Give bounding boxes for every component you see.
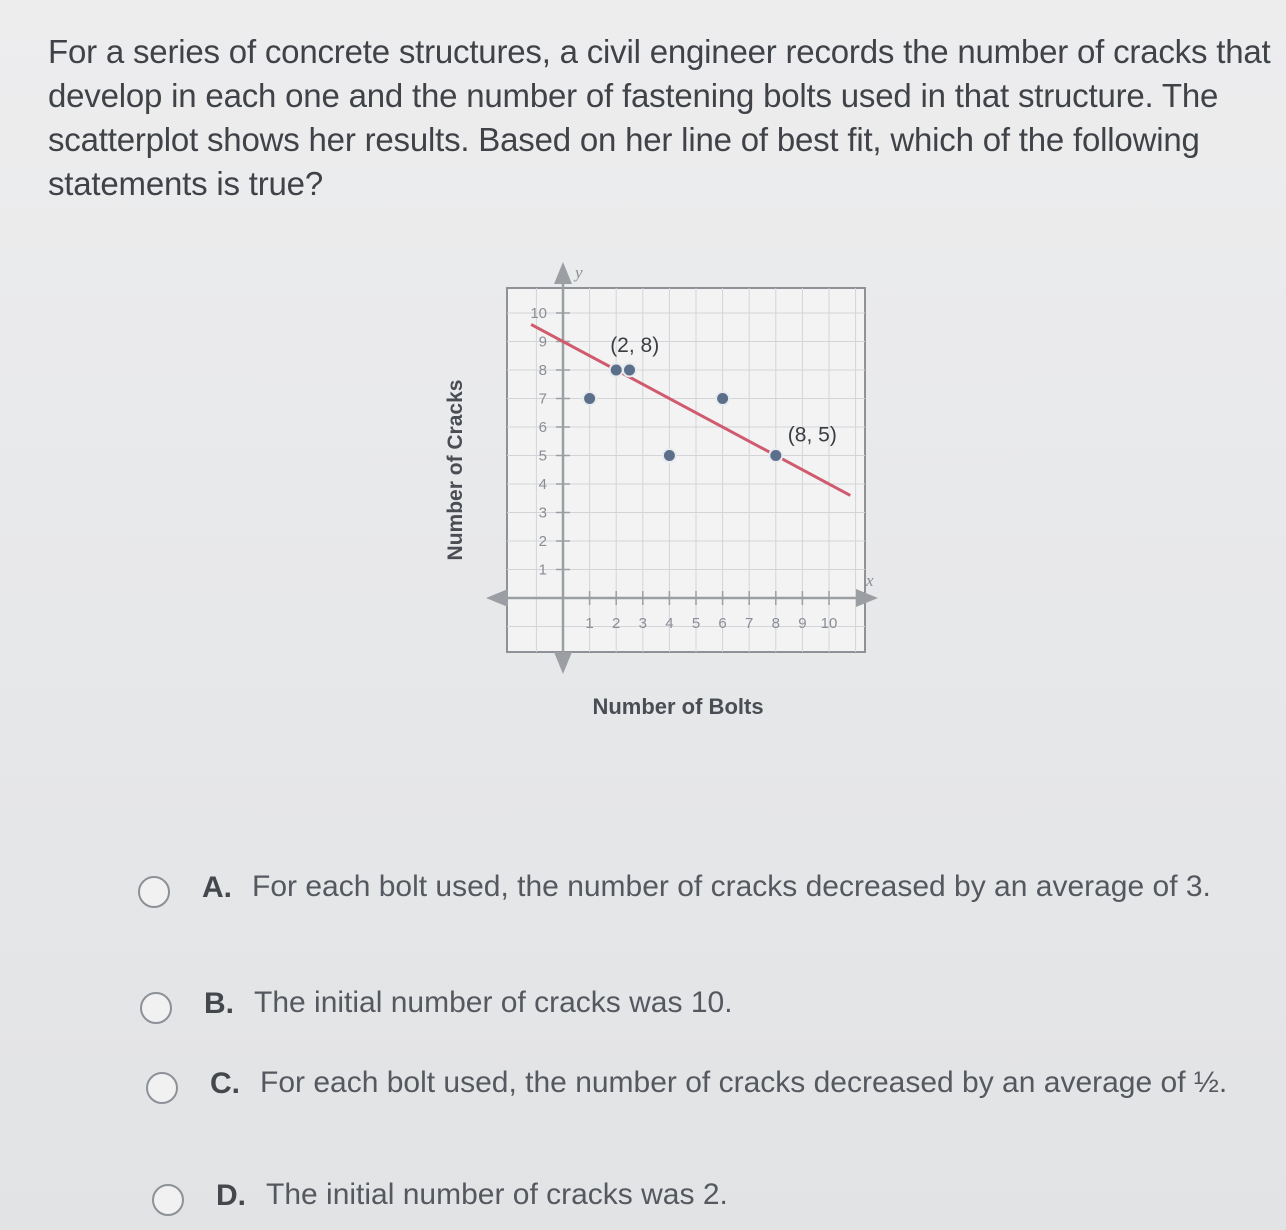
option-b-text: The initial number of cracks was 10. <box>254 986 733 1019</box>
option-b-letter: B. <box>204 987 234 1020</box>
option-b[interactable] <box>140 984 1234 1024</box>
option-a-text: For each bolt used, the number of cracks decreased by an average of 3. <box>252 870 1211 903</box>
y-axis-down-arrow <box>554 652 572 674</box>
y-axis-up-arrow <box>554 262 572 284</box>
option-c-letter: C. <box>210 1067 240 1100</box>
y-tick-label: 8 <box>538 362 547 379</box>
y-tick-label: 3 <box>538 504 547 522</box>
x-tick-label: 4 <box>665 615 674 632</box>
data-point <box>623 364 636 377</box>
scatterplot <box>430 250 900 730</box>
option-d-radio[interactable] <box>152 1184 184 1216</box>
option-d-letter: D. <box>216 1179 246 1212</box>
x-axis-label: Number of Bolts <box>592 694 764 719</box>
x-tick-label: 2 <box>612 615 621 632</box>
x-tick-label: 6 <box>718 615 727 632</box>
y-tick-label: 10 <box>530 305 547 322</box>
x-tick-label: 8 <box>771 615 780 632</box>
x-axis-left-arrow <box>486 589 508 607</box>
y-tick-label: 2 <box>538 533 547 550</box>
option-c-text: For each bolt used, the number of cracks decreased by an average of ½. <box>260 1066 1228 1099</box>
x-axis-right-arrow <box>856 589 878 607</box>
y-tick-label: 5 <box>538 447 547 465</box>
x-tick-label: 10 <box>820 615 838 632</box>
y-axis-letter: y <box>575 263 583 282</box>
y-axis-label: Number of Cracks <box>444 379 467 561</box>
data-point <box>610 364 623 377</box>
y-tick-label: 6 <box>538 419 547 436</box>
x-tick-label: 7 <box>745 615 754 632</box>
x-axis-letter: x <box>866 571 874 590</box>
y-tick-label: 9 <box>538 333 547 351</box>
scatterplot-svg <box>430 250 900 730</box>
x-tick-label: 3 <box>638 615 647 632</box>
option-a-radio[interactable] <box>138 876 170 908</box>
data-point <box>769 449 782 462</box>
y-tick-label: 1 <box>538 561 547 579</box>
y-tick-label: 4 <box>538 476 547 493</box>
option-b-radio[interactable] <box>140 992 172 1024</box>
point-annotation: (8, 5) <box>787 423 837 447</box>
point-annotation: (2, 8) <box>610 334 660 357</box>
option-d-text: The initial number of cracks was 2. <box>266 1178 728 1211</box>
option-c[interactable] <box>146 1064 1230 1104</box>
option-d[interactable] <box>152 1176 1226 1216</box>
data-point <box>663 449 676 462</box>
option-a-letter: A. <box>202 871 232 904</box>
x-tick-label: 1 <box>585 615 594 632</box>
question-text: For a series of concrete structures, a civil engineer records the number of cracks that develop in each one and the number of fastening bolts used in that structure. The scatterplot shows her results. Based on her line of best fit, which of the following statements is true? <box>48 33 1271 202</box>
data-point <box>716 392 729 405</box>
option-c-radio[interactable] <box>146 1072 178 1104</box>
option-a[interactable] <box>138 868 1232 908</box>
x-tick-label: 9 <box>798 615 807 632</box>
x-tick-label: 5 <box>691 615 701 632</box>
data-point <box>583 392 596 405</box>
y-tick-label: 7 <box>538 390 547 408</box>
